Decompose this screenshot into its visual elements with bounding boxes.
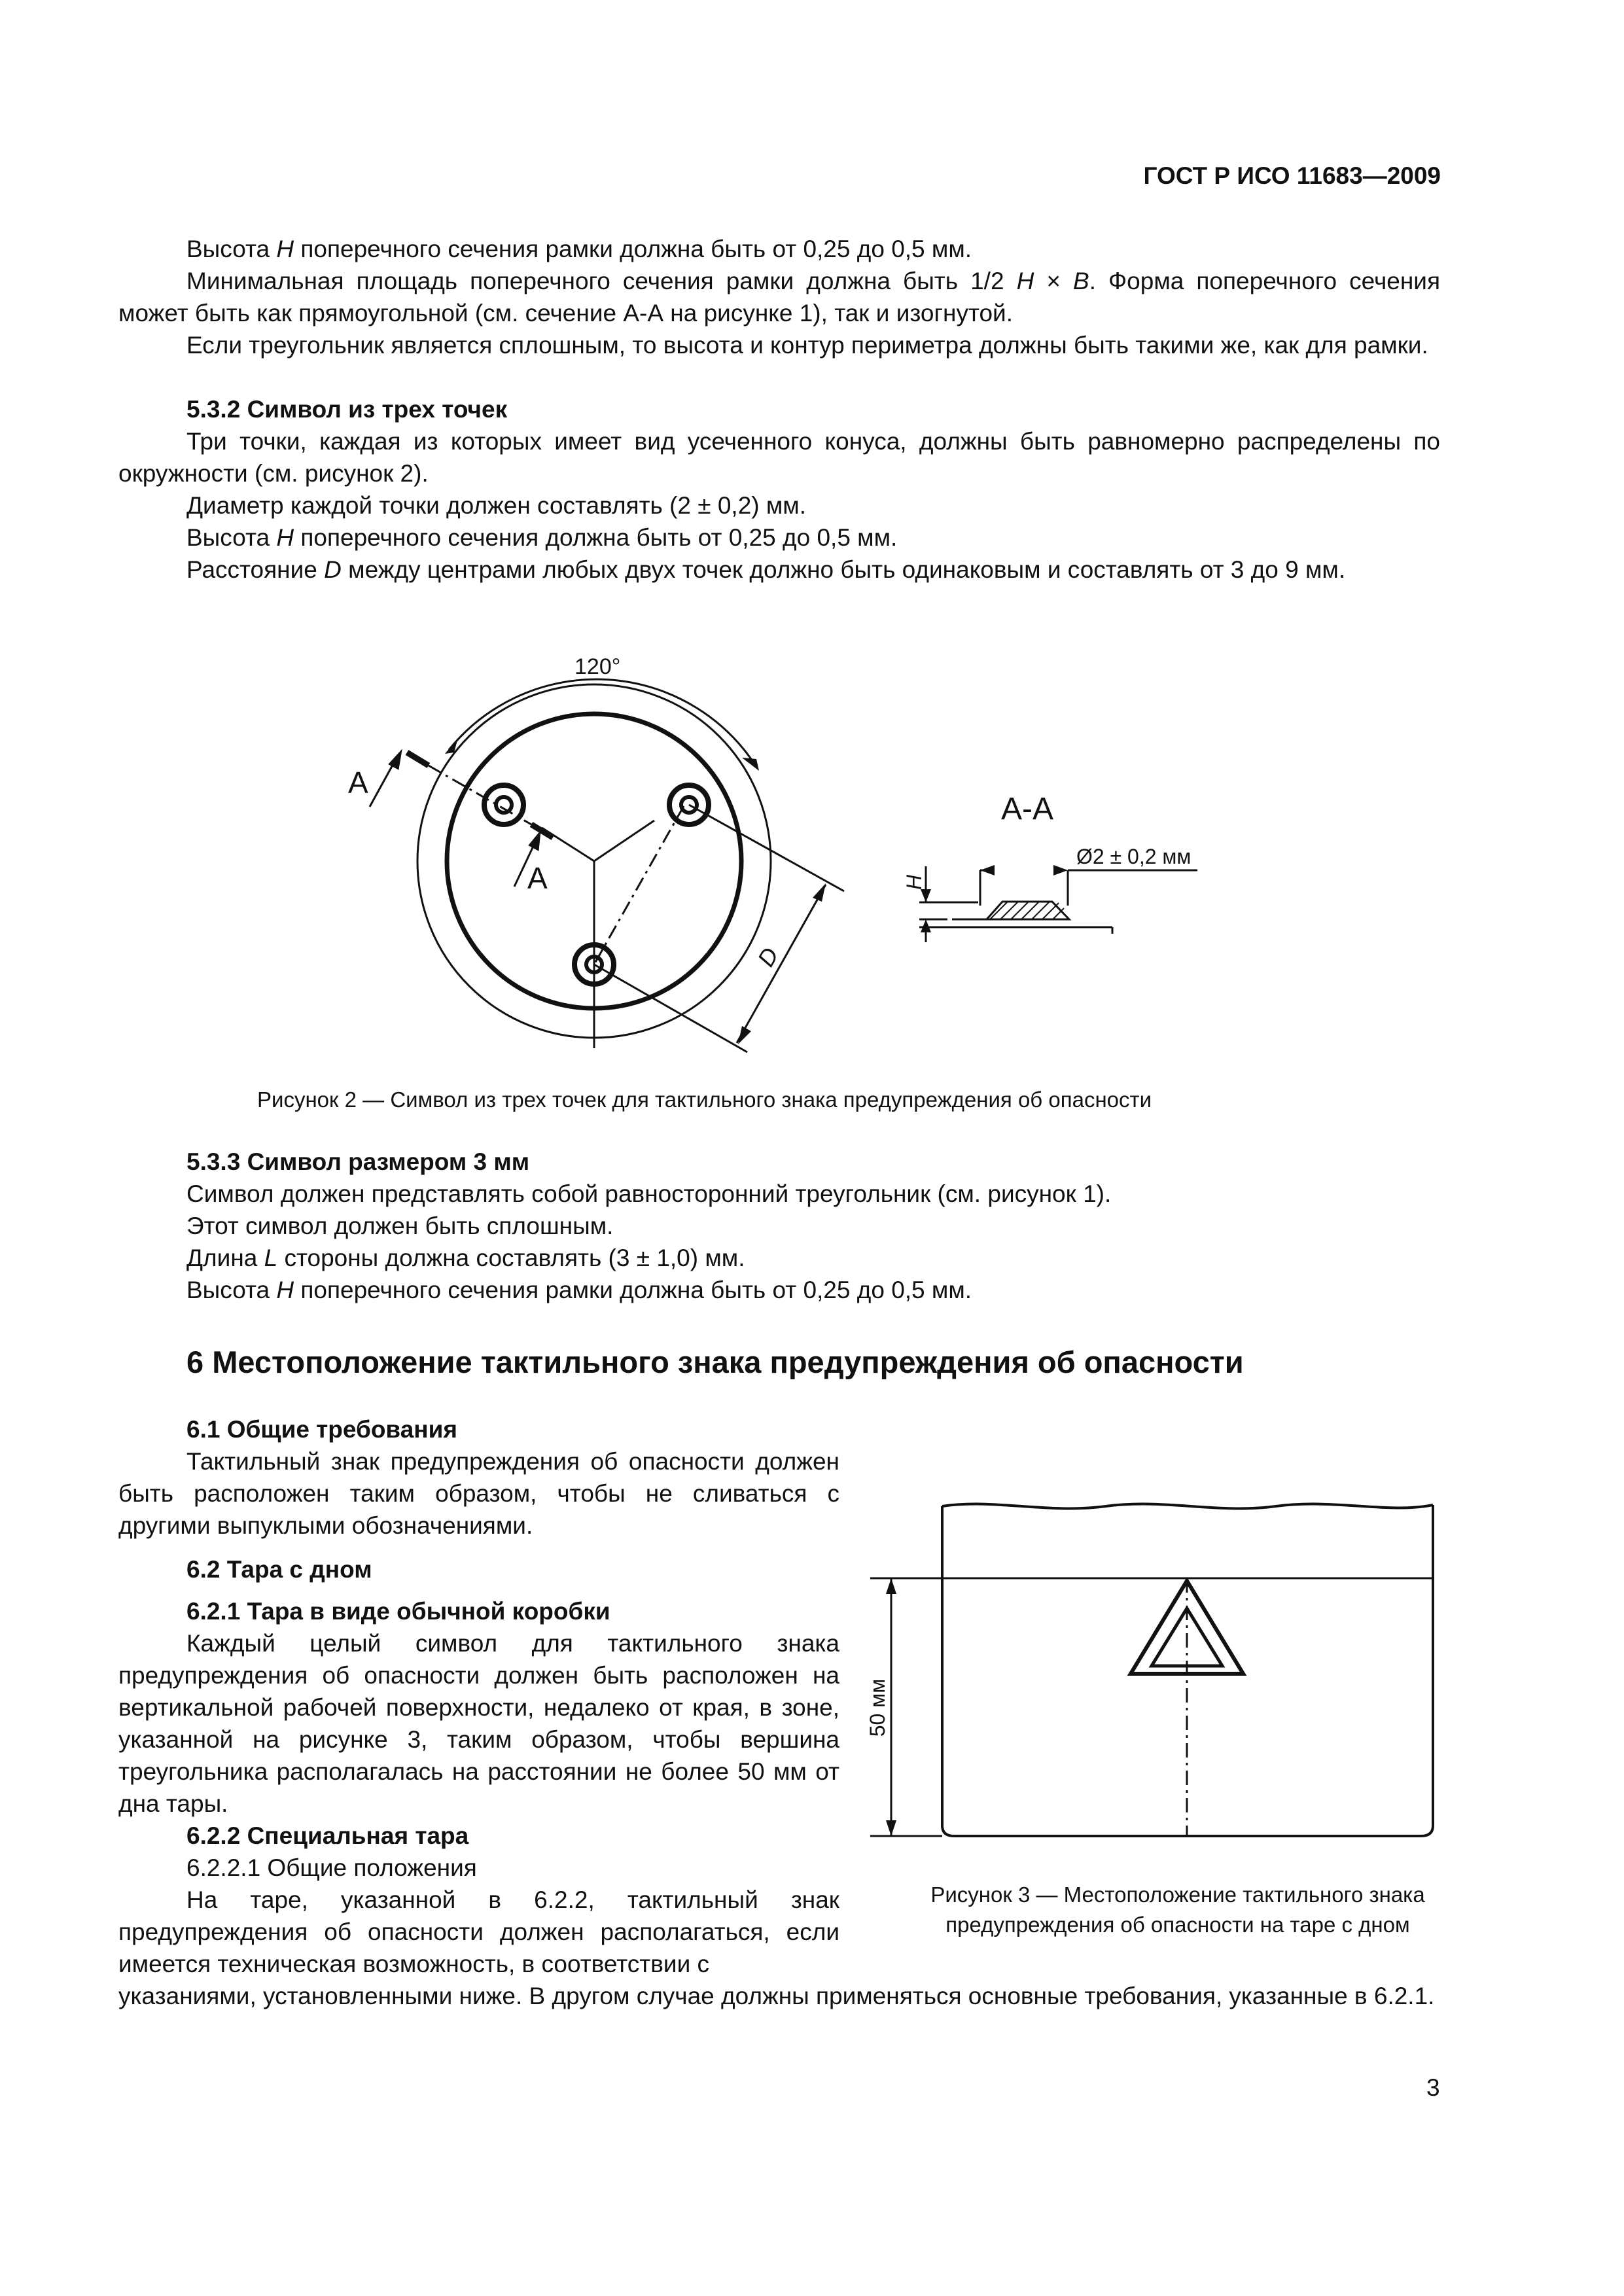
- dim-50mm: 50 мм: [866, 1678, 889, 1737]
- section-marker-right: А: [527, 861, 548, 895]
- paragraph-dot-diameter: Диаметр каждой точки должен составлять (2 ± 0,2) мм.: [186, 492, 807, 519]
- dot-left: [484, 785, 523, 824]
- paragraph-dot-height: Высота H поперечного сечения должна быть от 0,25 до 0,5 мм.: [186, 524, 898, 551]
- paragraph-equilateral: Символ должен представлять собой равносторонний треугольник (см. рисунок 1).: [186, 1180, 1112, 1207]
- paragraph-solid-triangle: Если треугольник является сплошным, то высота и контур периметра должны быть такими же, как для рамки.: [186, 332, 1428, 359]
- section-6-2-2-1-title: 6.2.2.1 Общие положения: [186, 1854, 477, 1881]
- figure-2-caption: Рисунок 2 — Символ из трех точек для тактильного знака предупреждения об опасности: [257, 1087, 1152, 1112]
- diameter-label: Ø2 ± 0,2 мм: [1076, 845, 1192, 868]
- paragraph-6-2-2-1-part1: На таре, указанной в 6.2.2, тактильный знак предупреждения об опасности должен располагаться, если имеется техническая возможность, в соответствии с: [118, 1886, 839, 1977]
- paragraph-6-1: Тактильный знак предупреждения об опасности должен быть расположен таким образом, чтобы не сливаться с другими выпуклыми обозначениями.: [118, 1448, 839, 1539]
- angle-label: 120°: [574, 654, 621, 679]
- figure-3-caption: Рисунок 3 — Местоположение тактильного знака предупреждения об опасности на таре с дном: [930, 1882, 1425, 1937]
- paragraph-6-2-1: Каждый целый символ для тактильного знака предупреждения об опасности должен быть расположен на вертикальной рабочей поверхности, недалеко от края, в зоне, указанной на рисунке 3, таким образом, чтобы вершина треугольника располагалась на расстоянии не более 50 мм от дна тары.: [118, 1630, 839, 1817]
- section-5-3-3-title: 5.3.3 Символ размером 3 мм: [186, 1148, 530, 1175]
- paragraph-side-length: Длина L стороны должна составлять (3 ± 1,0) мм.: [186, 1245, 745, 1271]
- section-5-3-2-title: 5.3.2 Символ из трех точек: [186, 396, 508, 423]
- section-6-title: 6 Местоположение тактильного знака предупреждения об опасности: [186, 1345, 1244, 1379]
- section-6-2-1-title: 6.2.1 Тара в виде обычной коробки: [186, 1598, 610, 1625]
- d-label: D: [752, 942, 784, 971]
- page-number: 3: [1426, 2074, 1440, 2101]
- section-marker-left: А: [348, 766, 368, 800]
- paragraph-dot-distance: Расстояние D между центрами любых двух точек должно быть одинаковым и составлять от 3 до 9 мм.: [186, 556, 1346, 583]
- section-6-2-title: 6.2 Тара с дном: [186, 1556, 372, 1583]
- figure-2-three-dot-symbol: [0, 628, 1624, 1099]
- section-6-2-2-title: 6.2.2 Специальная тара: [186, 1822, 469, 1849]
- h-label: H: [902, 874, 926, 890]
- paragraph-frame-height-2: Высота H поперечного сечения рамки должна быть от 0,25 до 0,5 мм.: [186, 1277, 972, 1303]
- figure-3-container: [0, 1466, 1624, 1871]
- document-code: ГОСТ Р ИСО 11683—2009: [1143, 162, 1441, 189]
- section-6-1-title: 6.1 Общие требования: [186, 1416, 457, 1443]
- paragraph-frame-height: Высота H поперечного сечения рамки должна быть от 0,25 до 0,5 мм.: [186, 236, 972, 262]
- paragraph-solid: Этот символ должен быть сплошным.: [186, 1212, 614, 1239]
- paragraph-6-2-2-1-part2: указаниями, установленными ниже. В другом случае должны применяться основные требования, указанные в 6.2.1.: [118, 1983, 1435, 2009]
- paragraph-three-dots: Три точки, каждая из которых имеет вид усеченного конуса, должны быть равномерно распределены по окружности (см. рисунок 2).: [118, 428, 1440, 487]
- section-title: А-А: [1001, 792, 1054, 826]
- paragraph-frame-area: Минимальная площадь поперечного сечения рамки должна быть 1/2 H × B. Форма поперечного сечения может быть как прямоугольной (см. сечение А-А на рисунке 1), так и изогнутой.: [118, 268, 1440, 327]
